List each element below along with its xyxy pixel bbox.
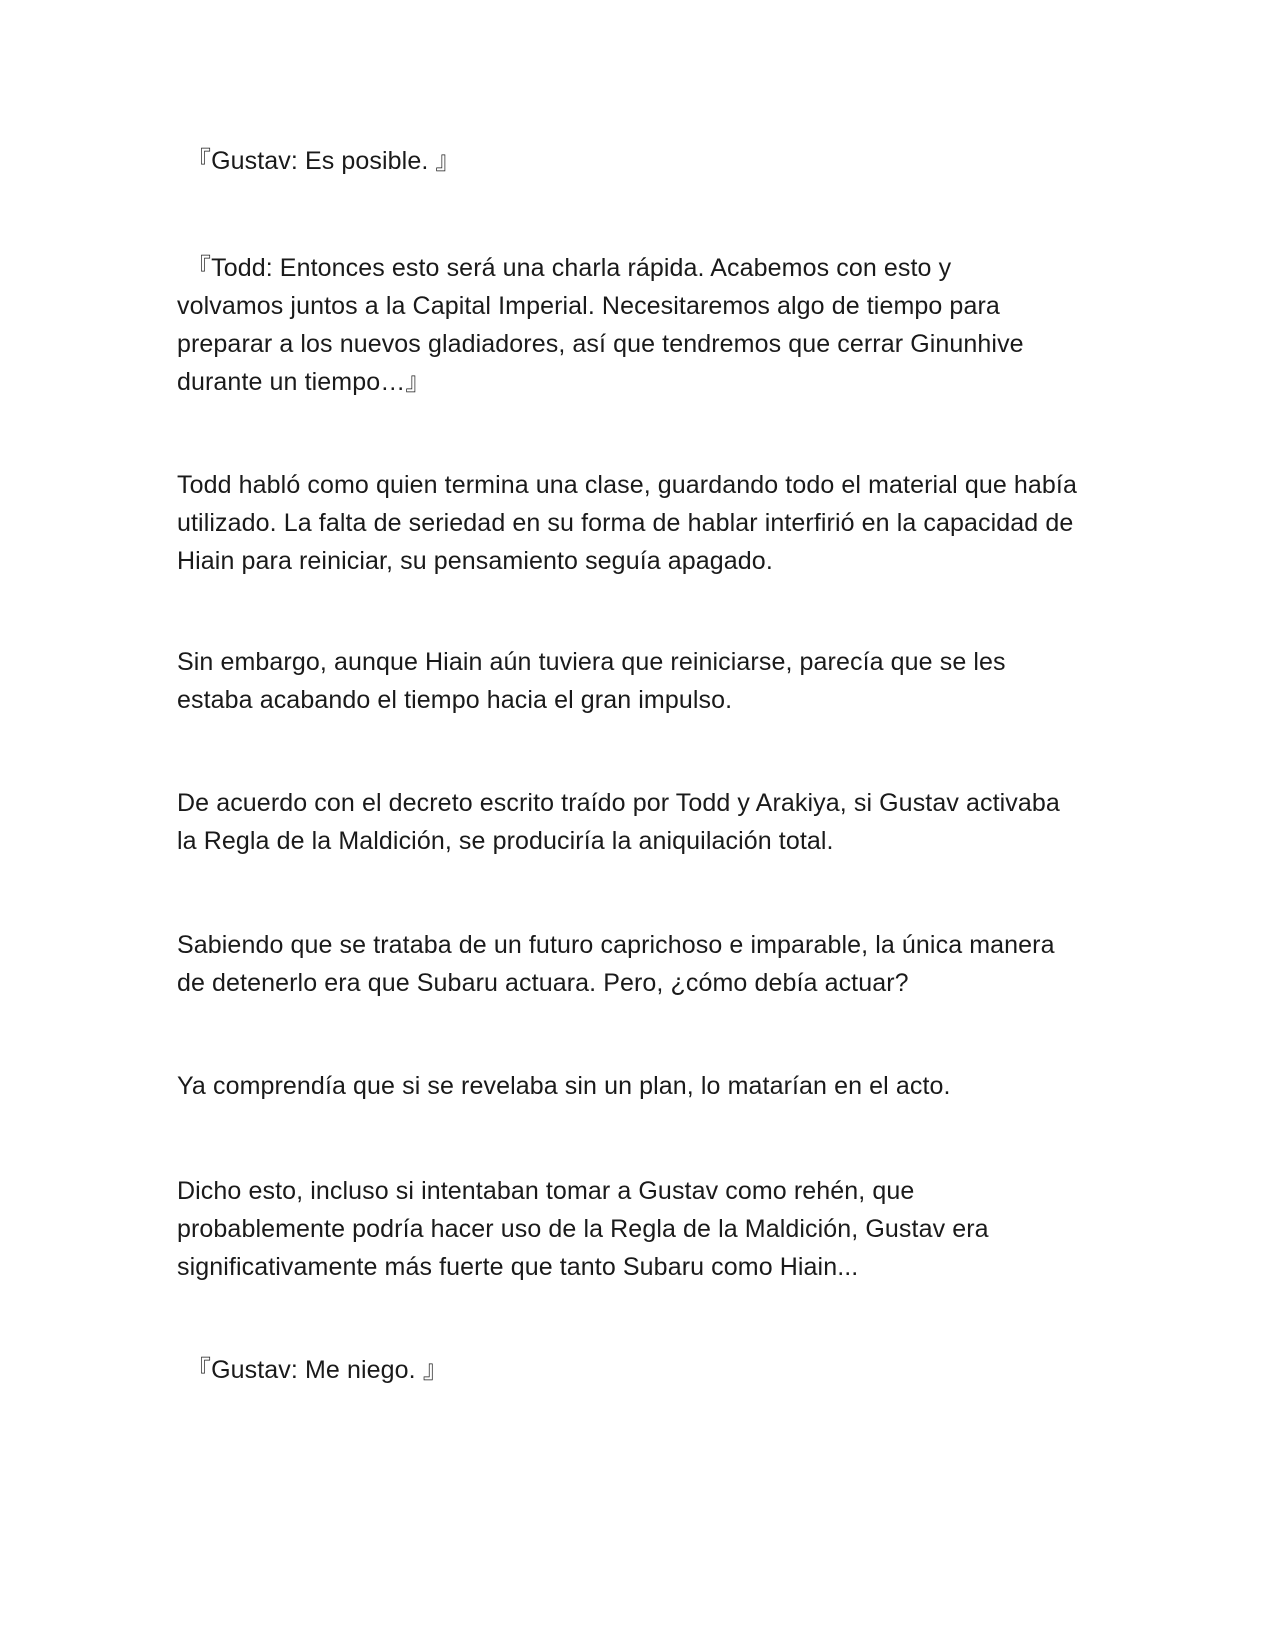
narration-paragraph: Todd habló como quien termina una clase, guardando todo el material que había utilizado. La falta de seriedad en su forma de hablar interfirió en la capacidad de Hiain para reiniciar, su pensamiento seguía apagado.	[177, 471, 1077, 575]
narration-paragraph: De acuerdo con el decreto escrito traído por Todd y Arakiya, si Gustav activaba la Regla de la Maldición, se produciría la aniquilación total.	[177, 789, 1060, 855]
dialogue-paragraph: 『Gustav: Me niego. 』	[186, 1356, 448, 1384]
dialogue-paragraph: 『Todd: Entonces esto será una charla rápida. Acabemos con esto y volvamos juntos a la Capital Imperial. Necesitaremos algo de tiempo para preparar a los nuevos gladiadores, así que tendremos que cerrar Ginunhive durante un tiempo…』	[177, 254, 1024, 396]
narration-paragraph: Sabiendo que se trataba de un futuro caprichoso e imparable, la única manera de detenerlo era que Subaru actuara. Pero, ¿cómo debía actuar?	[177, 931, 1055, 997]
narration-paragraph: Dicho esto, incluso si intentaban tomar a Gustav como rehén, que probablemente podría hacer uso de la Regla de la Maldición, Gustav era significativamente más fuerte que tanto Subaru como Hiain...	[177, 1177, 989, 1281]
narration-paragraph: Sin embargo, aunque Hiain aún tuviera que reiniciarse, parecía que se les estaba acabando el tiempo hacia el gran impulso.	[177, 648, 1006, 714]
narration-paragraph: Ya comprendía que si se revelaba sin un plan, lo matarían en el acto.	[177, 1072, 951, 1100]
dialogue-paragraph: 『Gustav: Es posible. 』	[186, 147, 461, 175]
